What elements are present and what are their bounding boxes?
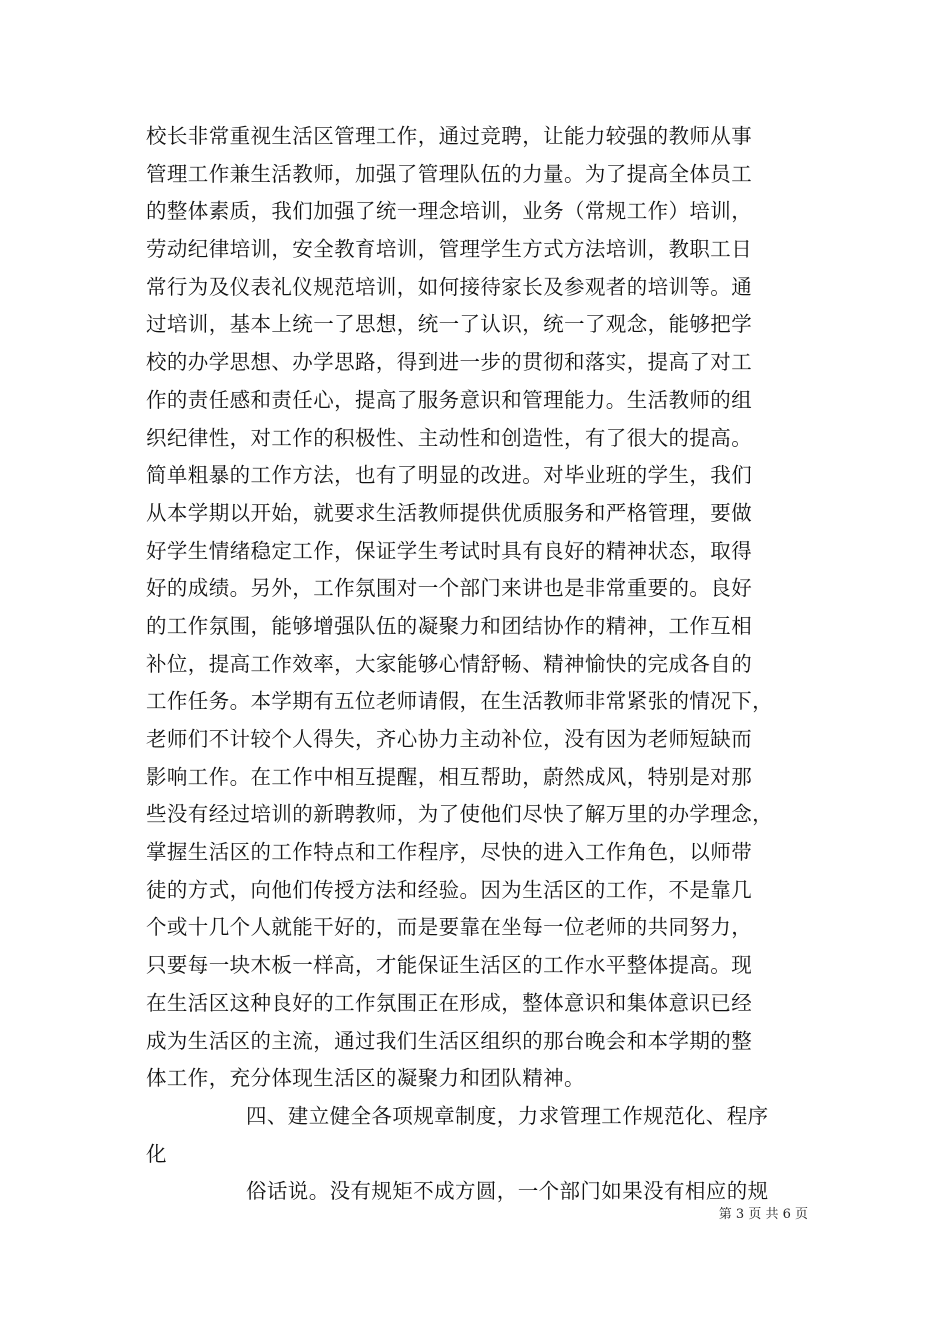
text-line: 简单粗暴的工作方法，也有了明显的改进。对毕业班的学生，我们 bbox=[146, 463, 753, 488]
text-line: 织纪律性，对工作的积极性、主动性和创造性，有了很大的提高。 bbox=[146, 425, 753, 450]
section-heading: 四、建立健全各项规章制度，力求管理工作规范化、程序 bbox=[246, 1103, 769, 1128]
page-number: 第 3 页 共 6 页 bbox=[718, 1207, 808, 1222]
text-line: 的整体素质，我们加强了统一理念培训，业务（常规工作）培训， bbox=[146, 199, 753, 224]
text-line: 影响工作。在工作中相互提醒，相互帮助，蔚然成风，特别是对那 bbox=[146, 764, 753, 789]
text-line: 只要每一块木板一样高，才能保证生活区的工作水平整体提高。现 bbox=[146, 953, 753, 978]
text-line: 作的责任感和责任心，提高了服务意识和管理能力。生活教师的组 bbox=[146, 387, 753, 412]
body-text bbox=[146, 118, 816, 1211]
text-line: 掌握生活区的工作特点和工作程序，尽快的进入工作角色，以师带 bbox=[146, 840, 753, 865]
text-line: 好学生情绪稳定工作，保证学生考试时具有良好的精神状态，取得 bbox=[146, 538, 753, 563]
text-line: 些没有经过培训的新聘教师，为了使他们尽快了解万里的办学理念， bbox=[146, 802, 773, 827]
text-line: 个或十几个人就能干好的，而是要靠在坐每一位老师的共同努力， bbox=[146, 915, 753, 940]
text-line: 老师们不计较个人得失，齐心协力主动补位，没有因为老师短缺而 bbox=[146, 727, 753, 751]
text-line: 校长非常重视生活区管理工作，通过竞聘，让能力较强的教师从事 bbox=[146, 124, 753, 148]
text-line: 成为生活区的主流，通过我们生活区组织的那台晚会和本学期的整 bbox=[146, 1028, 753, 1053]
text-line: 徒的方式，向他们传授方法和经验。因为生活区的工作，不是靠几 bbox=[146, 877, 753, 902]
text-line: 补位，提高工作效率，大家能够心情舒畅、精神愉快的完成各自的 bbox=[146, 651, 753, 676]
text-line: 好的成绩。另外，工作氛围对一个部门来讲也是非常重要的。良好 bbox=[146, 576, 753, 601]
paragraph-start: 俗话说。没有规矩不成方圆，一个部门如果没有相应的规 bbox=[246, 1179, 769, 1204]
text-line: 在生活区这种良好的工作氛围正在形成，整体意识和集体意识已经 bbox=[146, 990, 753, 1015]
text-line: 常行为及仪表礼仪规范培训，如何接待家长及参观者的培训等。通 bbox=[146, 274, 753, 299]
section-heading-continuation: 化 bbox=[146, 1141, 167, 1166]
text-line: 校的办学思想、办学思路，得到进一步的贯彻和落实，提高了对工 bbox=[146, 350, 753, 375]
text-line: 管理工作兼生活教师，加强了管理队伍的力量。为了提高全体员工 bbox=[146, 161, 753, 186]
text-line: 劳动纪律培训，安全教育培训，管理学生方式方法培训，教职工日 bbox=[146, 237, 753, 262]
text-line: 工作任务。本学期有五位老师请假，在生活教师非常紧张的情况下， bbox=[146, 689, 773, 714]
text-line: 过培训，基本上统一了思想，统一了认识，统一了观念，能够把学 bbox=[146, 312, 753, 337]
text-line: 的工作氛围，能够增强队伍的凝聚力和团结协作的精神，工作互相 bbox=[146, 613, 753, 638]
text-line: 体工作，充分体现生活区的凝聚力和团队精神。 bbox=[146, 1066, 585, 1091]
text-line: 从本学期以开始，就要求生活教师提供优质服务和严格管理，要做 bbox=[146, 500, 753, 525]
